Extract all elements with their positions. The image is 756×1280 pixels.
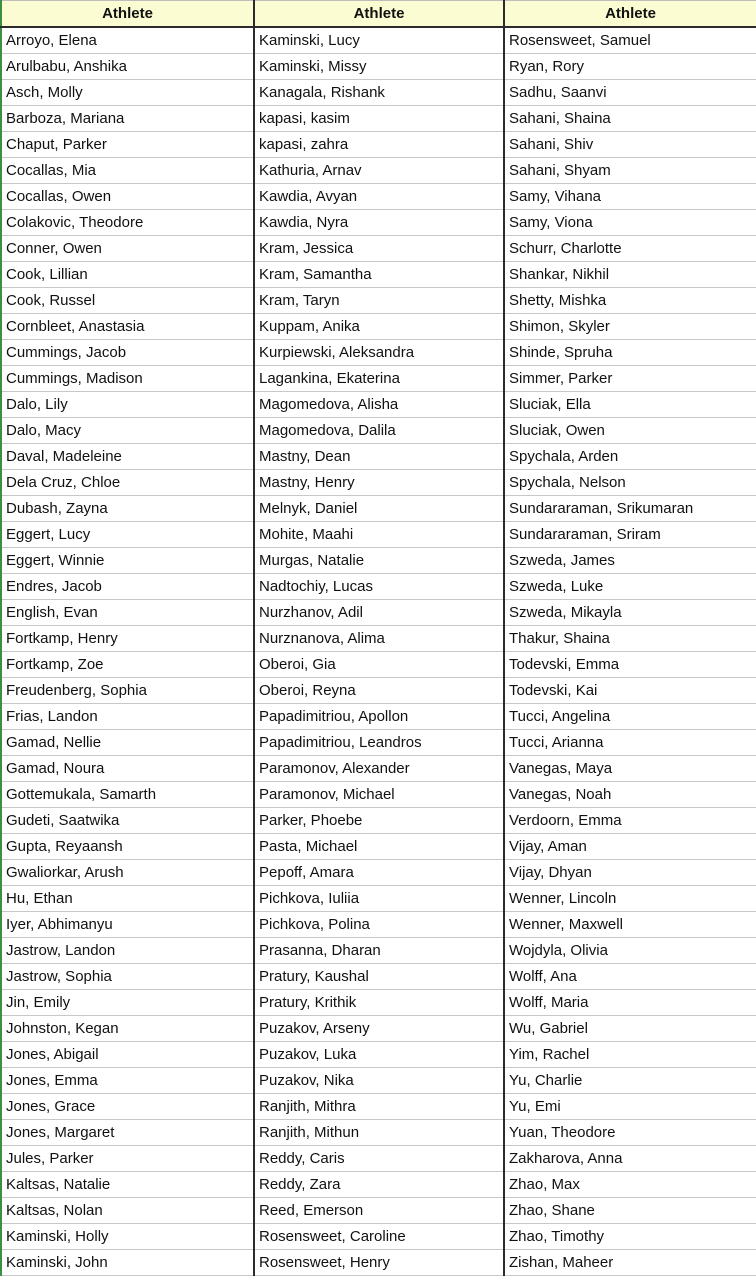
athlete-cell[interactable]: Endres, Jacob bbox=[1, 574, 254, 600]
athlete-cell[interactable]: Spychala, Arden bbox=[504, 444, 756, 470]
athlete-cell[interactable]: Rosensweet, Caroline bbox=[254, 1224, 504, 1250]
table-row bbox=[1, 912, 756, 938]
table-row bbox=[1, 470, 756, 496]
athlete-cell[interactable]: Jones, Margaret bbox=[1, 1120, 254, 1146]
athlete-cell[interactable]: Papadimitriou, Leandros bbox=[254, 730, 504, 756]
athlete-cell[interactable]: Mohite, Maahi bbox=[254, 522, 504, 548]
athlete-cell[interactable]: Vanegas, Maya bbox=[504, 756, 756, 782]
table-row bbox=[1, 1172, 756, 1198]
athlete-cell[interactable]: Pratury, Krithik bbox=[254, 990, 504, 1016]
athlete-cell[interactable]: Mastny, Dean bbox=[254, 444, 504, 470]
athlete-cell[interactable]: Pichkova, Iuliia bbox=[254, 886, 504, 912]
athlete-cell[interactable]: Parker, Phoebe bbox=[254, 808, 504, 834]
athlete-cell[interactable]: Jones, Emma bbox=[1, 1068, 254, 1094]
athlete-cell[interactable]: Gwaliorkar, Arush bbox=[1, 860, 254, 886]
athlete-cell[interactable]: Samy, Viona bbox=[504, 210, 756, 236]
athlete-cell[interactable]: Zishan, Maheer bbox=[504, 1250, 756, 1276]
table-row bbox=[1, 1146, 756, 1172]
athlete-cell[interactable]: Kathuria, Arnav bbox=[254, 158, 504, 184]
athlete-cell[interactable]: Nurzhanov, Adil bbox=[254, 600, 504, 626]
header-row bbox=[1, 1, 756, 28]
table-row bbox=[1, 1094, 756, 1120]
table-row bbox=[1, 80, 756, 106]
table-row bbox=[1, 756, 756, 782]
athlete-cell[interactable]: kapasi, kasim bbox=[254, 106, 504, 132]
athlete-cell[interactable]: Barboza, Mariana bbox=[1, 106, 254, 132]
athlete-cell[interactable]: Shetty, Mishka bbox=[504, 288, 756, 314]
athlete-cell[interactable]: Dalo, Lily bbox=[1, 392, 254, 418]
athlete-cell[interactable]: Rosensweet, Henry bbox=[254, 1250, 504, 1276]
athlete-cell[interactable]: Jastrow, Landon bbox=[1, 938, 254, 964]
athlete-cell[interactable]: Sundararaman, Srikumaran bbox=[504, 496, 756, 522]
athlete-cell[interactable]: Vijay, Dhyan bbox=[504, 860, 756, 886]
athlete-cell[interactable]: Tucci, Arianna bbox=[504, 730, 756, 756]
athlete-cell[interactable]: Zhao, Shane bbox=[504, 1198, 756, 1224]
athlete-cell[interactable]: Vanegas, Noah bbox=[504, 782, 756, 808]
table-row bbox=[1, 392, 756, 418]
table-row bbox=[1, 1120, 756, 1146]
athlete-cell[interactable]: Nadtochiy, Lucas bbox=[254, 574, 504, 600]
athlete-cell[interactable]: Szweda, Luke bbox=[504, 574, 756, 600]
athlete-cell[interactable]: Sahani, Shyam bbox=[504, 158, 756, 184]
athlete-cell[interactable]: Wojdyla, Olivia bbox=[504, 938, 756, 964]
athlete-cell[interactable]: Rosensweet, Samuel bbox=[504, 27, 756, 54]
table-row bbox=[1, 210, 756, 236]
table-row bbox=[1, 626, 756, 652]
athlete-cell[interactable]: Cook, Lillian bbox=[1, 262, 254, 288]
table-row bbox=[1, 1042, 756, 1068]
athlete-cell[interactable]: Shankar, Nikhil bbox=[504, 262, 756, 288]
athlete-cell[interactable]: Kaltsas, Nolan bbox=[1, 1198, 254, 1224]
athlete-cell[interactable]: kapasi, zahra bbox=[254, 132, 504, 158]
athlete-cell[interactable]: Pratury, Kaushal bbox=[254, 964, 504, 990]
table-row bbox=[1, 288, 756, 314]
athlete-cell[interactable]: Oberoi, Reyna bbox=[254, 678, 504, 704]
athlete-cell[interactable]: Mastny, Henry bbox=[254, 470, 504, 496]
athlete-cell[interactable]: Cocallas, Mia bbox=[1, 158, 254, 184]
athlete-cell[interactable]: Kawdia, Avyan bbox=[254, 184, 504, 210]
athlete-cell[interactable]: Yu, Charlie bbox=[504, 1068, 756, 1094]
athlete-cell[interactable]: Shimon, Skyler bbox=[504, 314, 756, 340]
athlete-cell[interactable]: Yu, Emi bbox=[504, 1094, 756, 1120]
athlete-cell[interactable]: English, Evan bbox=[1, 600, 254, 626]
athlete-cell[interactable]: Dela Cruz, Chloe bbox=[1, 470, 254, 496]
athlete-cell[interactable]: Simmer, Parker bbox=[504, 366, 756, 392]
athlete-cell[interactable]: Fortkamp, Zoe bbox=[1, 652, 254, 678]
athlete-cell[interactable]: Sahani, Shaina bbox=[504, 106, 756, 132]
athlete-cell[interactable]: Colakovic, Theodore bbox=[1, 210, 254, 236]
athlete-cell[interactable]: Reed, Emerson bbox=[254, 1198, 504, 1224]
table-row bbox=[1, 938, 756, 964]
athlete-cell[interactable]: Vijay, Aman bbox=[504, 834, 756, 860]
athlete-cell[interactable]: Wenner, Maxwell bbox=[504, 912, 756, 938]
table-row bbox=[1, 886, 756, 912]
athlete-cell[interactable]: Sluciak, Ella bbox=[504, 392, 756, 418]
athlete-cell[interactable]: Hu, Ethan bbox=[1, 886, 254, 912]
table-row bbox=[1, 340, 756, 366]
table-row bbox=[1, 132, 756, 158]
table-row bbox=[1, 418, 756, 444]
athlete-cell[interactable]: Puzakov, Luka bbox=[254, 1042, 504, 1068]
table-row bbox=[1, 652, 756, 678]
athlete-cell[interactable]: Kuppam, Anika bbox=[254, 314, 504, 340]
athlete-cell[interactable]: Yuan, Theodore bbox=[504, 1120, 756, 1146]
athlete-cell[interactable]: Reddy, Zara bbox=[254, 1172, 504, 1198]
athlete-cell[interactable]: Zakharova, Anna bbox=[504, 1146, 756, 1172]
athlete-cell[interactable]: Reddy, Caris bbox=[254, 1146, 504, 1172]
athlete-cell[interactable]: Szweda, Mikayla bbox=[504, 600, 756, 626]
athlete-cell[interactable]: Szweda, James bbox=[504, 548, 756, 574]
athlete-cell[interactable]: Pichkova, Polina bbox=[254, 912, 504, 938]
table-row bbox=[1, 678, 756, 704]
athlete-cell[interactable]: Paramonov, Alexander bbox=[254, 756, 504, 782]
athlete-cell[interactable]: Pepoff, Amara bbox=[254, 860, 504, 886]
table-row bbox=[1, 834, 756, 860]
athlete-cell[interactable]: Dalo, Macy bbox=[1, 418, 254, 444]
athlete-cell[interactable]: Kawdia, Nyra bbox=[254, 210, 504, 236]
athlete-cell[interactable]: Jules, Parker bbox=[1, 1146, 254, 1172]
athlete-cell[interactable]: Arroyo, Elena bbox=[1, 27, 254, 54]
athlete-cell[interactable]: Eggert, Lucy bbox=[1, 522, 254, 548]
athlete-cell[interactable]: Sahani, Shiv bbox=[504, 132, 756, 158]
athlete-cell[interactable]: Melnyk, Daniel bbox=[254, 496, 504, 522]
table-row bbox=[1, 808, 756, 834]
athlete-cell[interactable]: Jones, Grace bbox=[1, 1094, 254, 1120]
athlete-cell[interactable]: Kaminski, Holly bbox=[1, 1224, 254, 1250]
athlete-cell[interactable]: Dubash, Zayna bbox=[1, 496, 254, 522]
athlete-cell[interactable]: Frias, Landon bbox=[1, 704, 254, 730]
athlete-cell[interactable]: Gudeti, Saatwika bbox=[1, 808, 254, 834]
athlete-cell[interactable]: Yim, Rachel bbox=[504, 1042, 756, 1068]
athlete-cell[interactable]: Ryan, Rory bbox=[504, 54, 756, 80]
athlete-cell[interactable]: Samy, Vihana bbox=[504, 184, 756, 210]
table-row bbox=[1, 990, 756, 1016]
athlete-cell[interactable]: Cummings, Madison bbox=[1, 366, 254, 392]
table-row bbox=[1, 54, 756, 80]
athlete-cell[interactable]: Ranjith, Mithun bbox=[254, 1120, 504, 1146]
table-row bbox=[1, 184, 756, 210]
table-row bbox=[1, 704, 756, 730]
athlete-cell[interactable]: Arulbabu, Anshika bbox=[1, 54, 254, 80]
athlete-cell[interactable]: Kaminski, Missy bbox=[254, 54, 504, 80]
athlete-cell[interactable]: Fortkamp, Henry bbox=[1, 626, 254, 652]
table-row bbox=[1, 1198, 756, 1224]
table-row bbox=[1, 730, 756, 756]
athlete-cell[interactable]: Freudenberg, Sophia bbox=[1, 678, 254, 704]
athlete-cell[interactable]: Kaminski, Lucy bbox=[254, 27, 504, 54]
athlete-cell[interactable]: Schurr, Charlotte bbox=[504, 236, 756, 262]
athlete-cell[interactable]: Murgas, Natalie bbox=[254, 548, 504, 574]
athlete-cell[interactable]: Wenner, Lincoln bbox=[504, 886, 756, 912]
athlete-cell[interactable]: Kanagala, Rishank bbox=[254, 80, 504, 106]
athlete-cell[interactable]: Eggert, Winnie bbox=[1, 548, 254, 574]
athlete-cell[interactable]: Cornbleet, Anastasia bbox=[1, 314, 254, 340]
athlete-cell[interactable]: Asch, Molly bbox=[1, 80, 254, 106]
column-header[interactable]: Athlete bbox=[1, 1, 254, 28]
athlete-cell[interactable]: Sundararaman, Sriram bbox=[504, 522, 756, 548]
athlete-cell[interactable]: Jones, Abigail bbox=[1, 1042, 254, 1068]
table-row bbox=[1, 1068, 756, 1094]
athlete-cell[interactable]: Puzakov, Nika bbox=[254, 1068, 504, 1094]
athlete-cell[interactable]: Wolff, Ana bbox=[504, 964, 756, 990]
athlete-cell[interactable]: Kram, Taryn bbox=[254, 288, 504, 314]
table-row bbox=[1, 1250, 756, 1276]
athlete-cell[interactable]: Nurznanova, Alima bbox=[254, 626, 504, 652]
athlete-cell[interactable]: Iyer, Abhimanyu bbox=[1, 912, 254, 938]
athlete-cell[interactable]: Zhao, Timothy bbox=[504, 1224, 756, 1250]
athlete-cell[interactable]: Kaltsas, Natalie bbox=[1, 1172, 254, 1198]
athlete-cell[interactable]: Sluciak, Owen bbox=[504, 418, 756, 444]
athlete-cell[interactable]: Shinde, Spruha bbox=[504, 340, 756, 366]
table-row bbox=[1, 860, 756, 886]
table-row bbox=[1, 314, 756, 340]
table-row bbox=[1, 444, 756, 470]
athlete-cell[interactable]: Kram, Samantha bbox=[254, 262, 504, 288]
athlete-cell[interactable]: Gamad, Nellie bbox=[1, 730, 254, 756]
athlete-cell[interactable]: Zhao, Max bbox=[504, 1172, 756, 1198]
athlete-cell[interactable]: Wu, Gabriel bbox=[504, 1016, 756, 1042]
athlete-cell[interactable]: Gupta, Reyaansh bbox=[1, 834, 254, 860]
table-row bbox=[1, 496, 756, 522]
athlete-cell[interactable]: Prasanna, Dharan bbox=[254, 938, 504, 964]
athlete-cell[interactable]: Sadhu, Saanvi bbox=[504, 80, 756, 106]
table-row bbox=[1, 27, 756, 54]
athlete-cell[interactable]: Chaput, Parker bbox=[1, 132, 254, 158]
table-row bbox=[1, 600, 756, 626]
athlete-cell[interactable]: Magomedova, Dalila bbox=[254, 418, 504, 444]
table-body bbox=[1, 27, 756, 1276]
table-row bbox=[1, 1224, 756, 1250]
table-row bbox=[1, 106, 756, 132]
athlete-cell[interactable]: Ranjith, Mithra bbox=[254, 1094, 504, 1120]
athlete-cell[interactable]: Thakur, Shaina bbox=[504, 626, 756, 652]
athlete-cell[interactable]: Jin, Emily bbox=[1, 990, 254, 1016]
athlete-cell[interactable]: Kram, Jessica bbox=[254, 236, 504, 262]
table-row bbox=[1, 548, 756, 574]
athlete-cell[interactable]: Oberoi, Gia bbox=[254, 652, 504, 678]
table-row bbox=[1, 236, 756, 262]
table-row bbox=[1, 574, 756, 600]
athlete-cell[interactable]: Lagankina, Ekaterina bbox=[254, 366, 504, 392]
athlete-cell[interactable]: Verdoorn, Emma bbox=[504, 808, 756, 834]
athlete-cell[interactable]: Todevski, Emma bbox=[504, 652, 756, 678]
athlete-cell[interactable]: Johnston, Kegan bbox=[1, 1016, 254, 1042]
athlete-cell[interactable]: Paramonov, Michael bbox=[254, 782, 504, 808]
column-header[interactable]: Athlete bbox=[254, 1, 504, 28]
athlete-cell[interactable]: Puzakov, Arseny bbox=[254, 1016, 504, 1042]
table-row bbox=[1, 522, 756, 548]
athlete-cell[interactable]: Wolff, Maria bbox=[504, 990, 756, 1016]
athlete-cell[interactable]: Kurpiewski, Aleksandra bbox=[254, 340, 504, 366]
athlete-cell[interactable]: Cummings, Jacob bbox=[1, 340, 254, 366]
athlete-cell[interactable]: Todevski, Kai bbox=[504, 678, 756, 704]
table-row bbox=[1, 366, 756, 392]
athlete-cell[interactable]: Kaminski, John bbox=[1, 1250, 254, 1276]
athlete-cell[interactable]: Papadimitriou, Apollon bbox=[254, 704, 504, 730]
table-row bbox=[1, 1016, 756, 1042]
table-row bbox=[1, 964, 756, 990]
athlete-cell[interactable]: Jastrow, Sophia bbox=[1, 964, 254, 990]
athlete-cell[interactable]: Daval, Madeleine bbox=[1, 444, 254, 470]
athlete-cell[interactable]: Tucci, Angelina bbox=[504, 704, 756, 730]
athlete-cell[interactable]: Cocallas, Owen bbox=[1, 184, 254, 210]
athlete-cell[interactable]: Magomedova, Alisha bbox=[254, 392, 504, 418]
athlete-cell[interactable]: Spychala, Nelson bbox=[504, 470, 756, 496]
athlete-cell[interactable]: Conner, Owen bbox=[1, 236, 254, 262]
table-row bbox=[1, 262, 756, 288]
athlete-cell[interactable]: Gamad, Noura bbox=[1, 756, 254, 782]
athlete-cell[interactable]: Gottemukala, Samarth bbox=[1, 782, 254, 808]
athlete-cell[interactable]: Cook, Russel bbox=[1, 288, 254, 314]
column-header[interactable]: Athlete bbox=[504, 1, 756, 28]
table-row bbox=[1, 158, 756, 184]
athlete-cell[interactable]: Pasta, Michael bbox=[254, 834, 504, 860]
table-row bbox=[1, 782, 756, 808]
